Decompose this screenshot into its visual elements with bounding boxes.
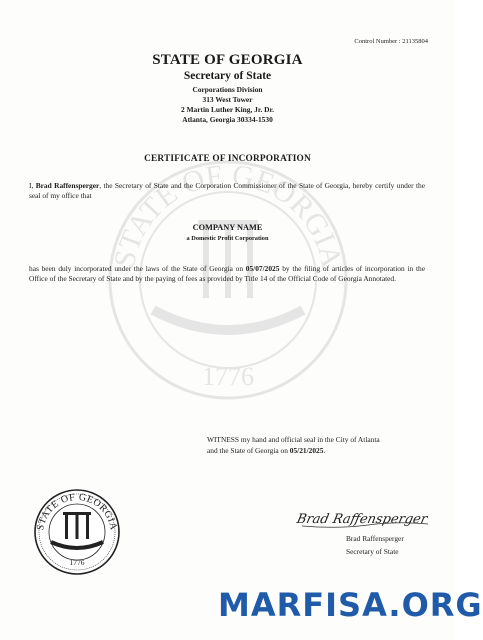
intro-rest: , the Secretary of State and the Corporation Commissioner of the State of Georgia, hereby certify under the seal of my office that <box>29 181 425 200</box>
address-line: Corporations Division <box>192 85 263 94</box>
incorporation-paragraph <box>29 264 425 284</box>
address-line: 313 West Tower <box>202 95 253 104</box>
witness-line-1: WITNESS my hand and official seal in the City of Atlanta <box>207 435 380 444</box>
address-line: Atlanta, Georgia 30334-1530 <box>182 115 273 124</box>
signer-block <box>346 533 404 558</box>
witness-prefix: and the State of Georgia on <box>207 445 290 455</box>
background-seal-top-text: STATE OF GEORGIA <box>107 158 349 271</box>
handwritten-signature <box>295 505 438 531</box>
witness-block <box>207 435 380 456</box>
signature-text: Brad Raffensperger <box>295 512 429 527</box>
company-type: a Domestic Profit Corporation <box>186 235 269 242</box>
seal-top-text: STATE OF GEORGIA <box>35 491 119 532</box>
certificate-title: CERTIFICATE OF INCORPORATION <box>144 154 311 164</box>
seal-year: 1776 <box>69 558 85 567</box>
body-prefix: has been duly incorporated under the laws of the State of Georgia on <box>29 264 246 273</box>
signer-name-inline: Brad Raffensperger <box>35 181 100 190</box>
intro-prefix: I, <box>29 181 36 190</box>
background-seal-year: 1776 <box>202 362 254 391</box>
signer-title: Secretary of State <box>346 546 399 556</box>
watermark-text: MARFISA.ORG <box>218 586 483 624</box>
incorporation-date: 05/07/2025 <box>245 264 280 273</box>
company-name: COMPANY NAME <box>192 223 263 232</box>
state-seal-icon <box>33 488 121 576</box>
witness-suffix: . <box>323 445 326 455</box>
witness-line-2 <box>207 446 380 457</box>
signer-name: Brad Raffensperger <box>346 534 404 543</box>
office-title: Secretary of State <box>183 70 272 82</box>
control-number: Control Number : 21135804 <box>354 38 428 45</box>
address-line: 2 Martin Luther King, Jr. Dr. <box>181 105 274 114</box>
body-rest: by the filing of articles of incorporation in the Office of the Secretary of State and by the paying of fees as provided by Title 14 of the Official Code of Georgia Annotated. <box>29 264 425 283</box>
witness-date: 05/21/2025 <box>289 445 324 455</box>
certify-paragraph <box>29 181 425 201</box>
state-title: STATE OF GEORGIA <box>152 52 303 68</box>
